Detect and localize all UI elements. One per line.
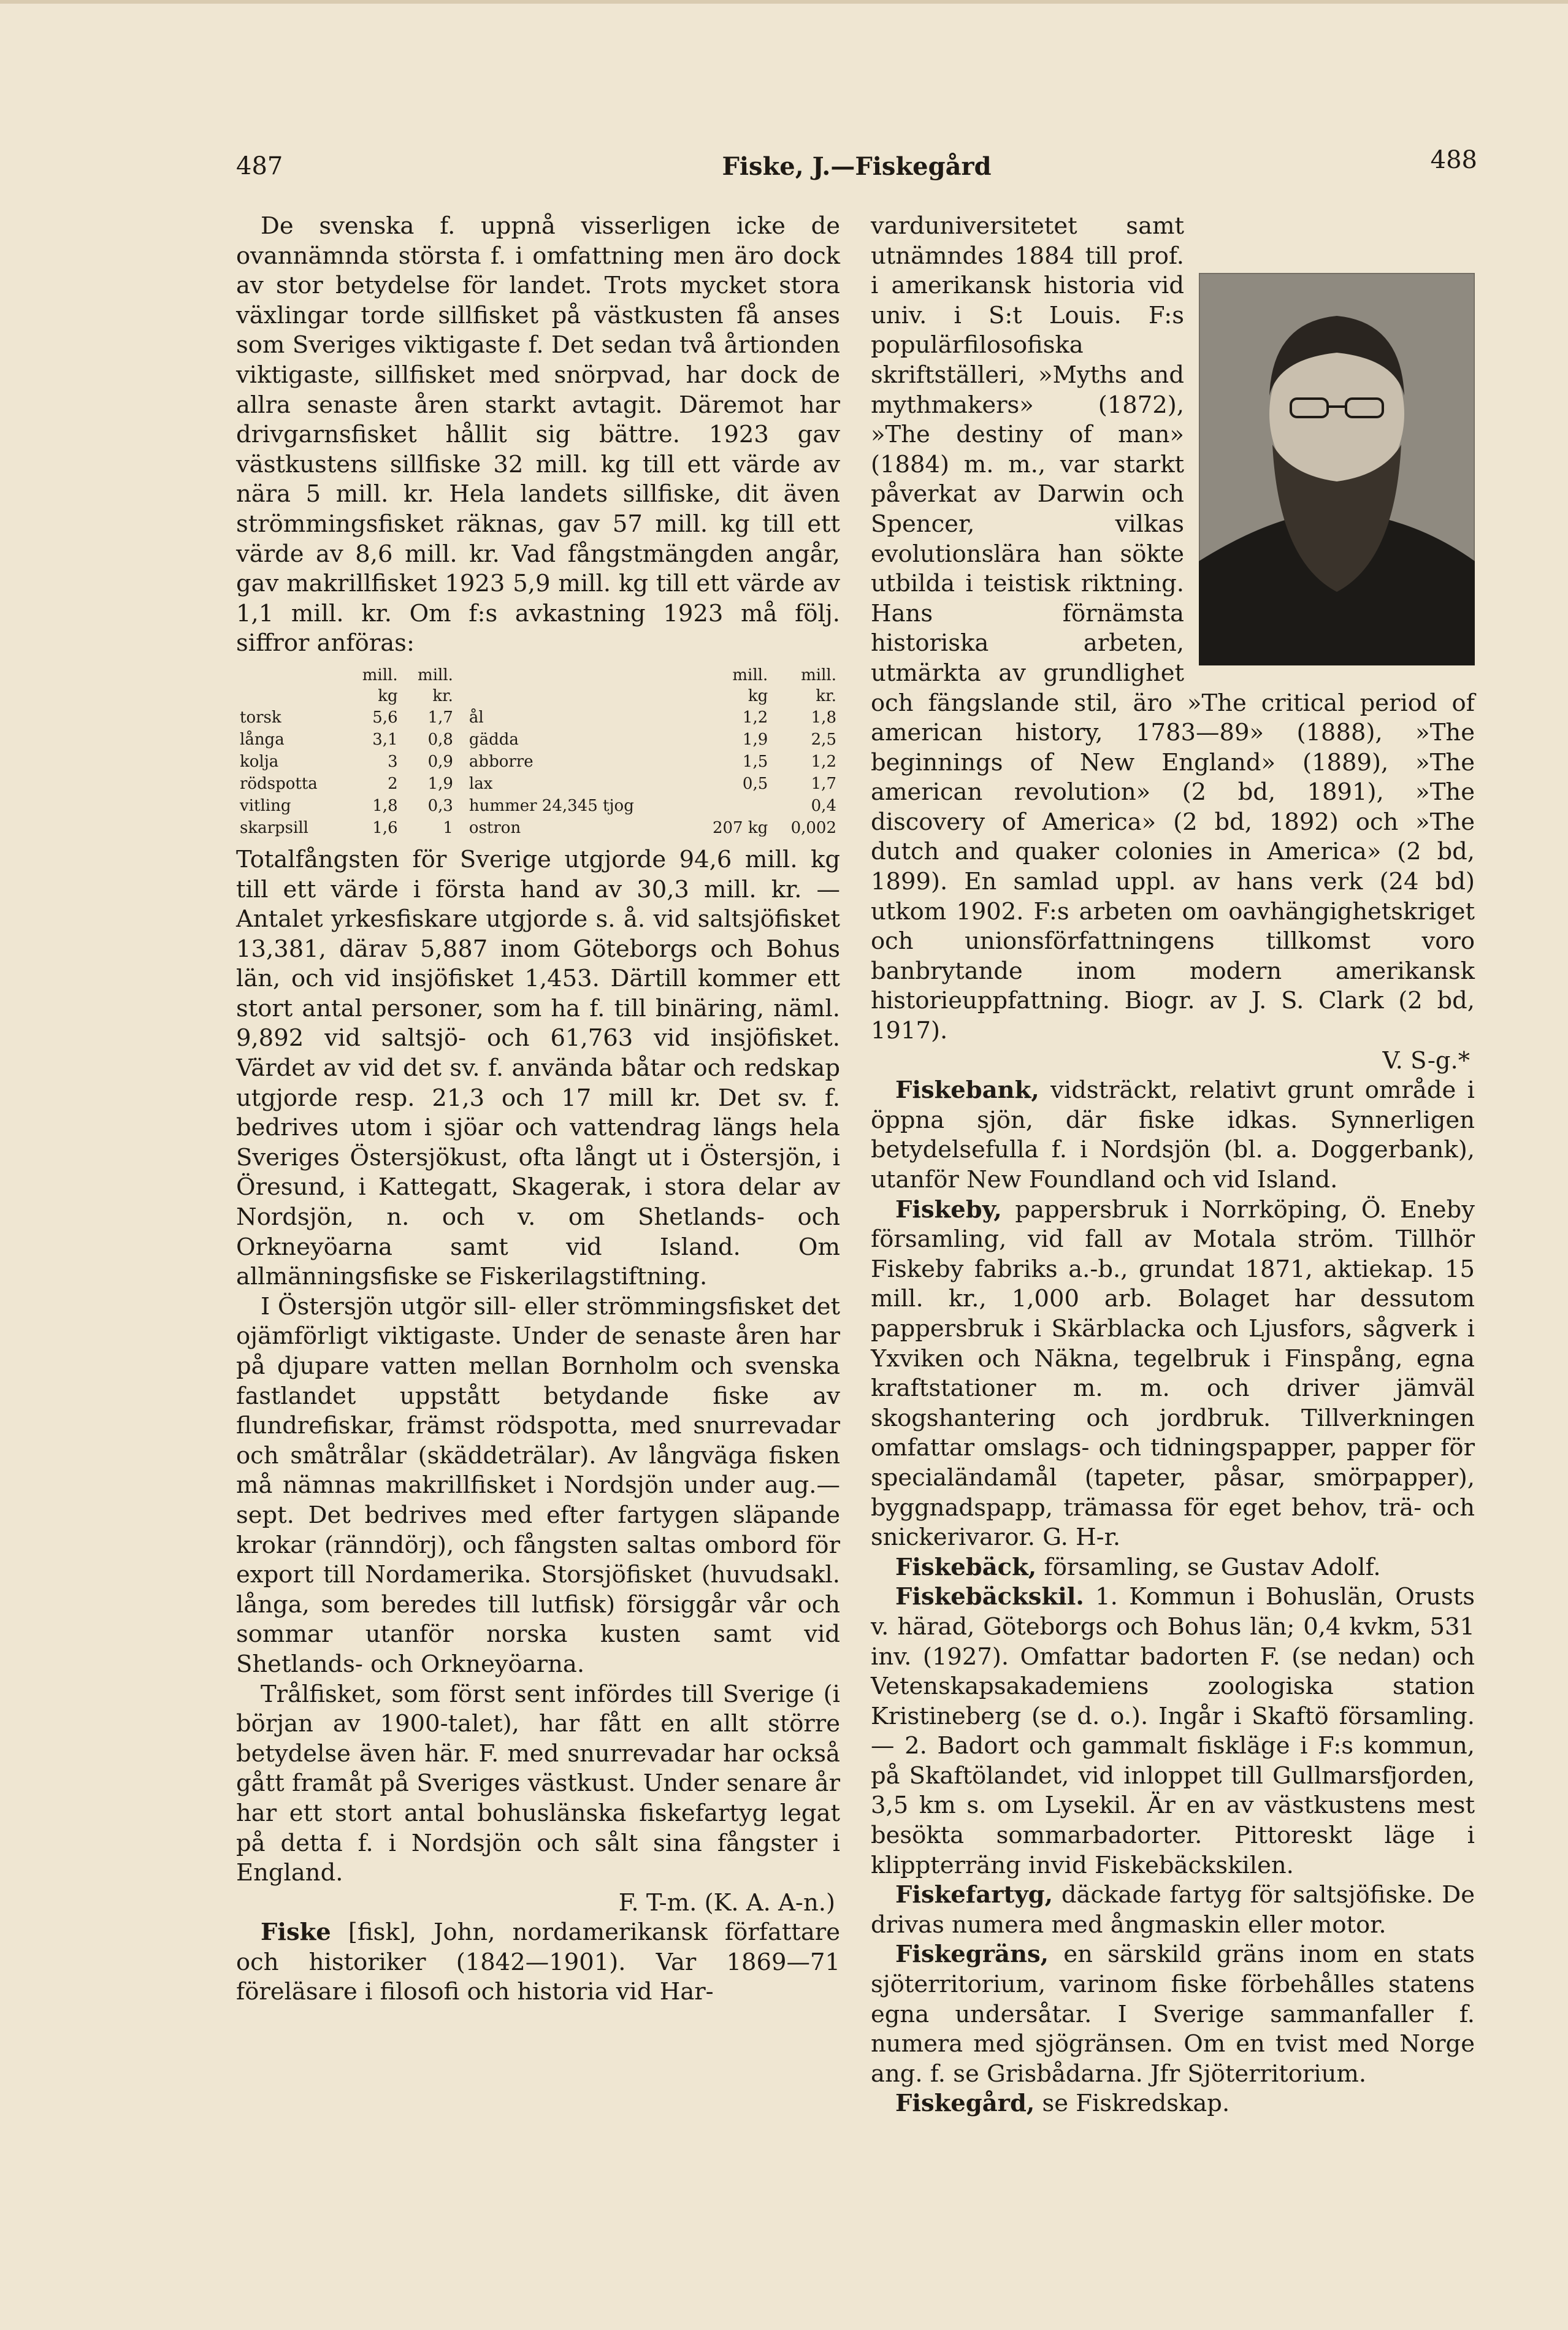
table-cell: skarpsill [240,818,308,837]
table-row [236,707,840,729]
entry-text: däckade fartyg för saltsjöfiske. De drivas numera med ångmaskin eller motor. [871,1881,1475,1939]
table-cell: 0,4 [811,796,836,815]
table-row [236,773,840,795]
table-cell: lax [468,774,493,793]
table-cell: 0,3 [427,796,453,815]
table-cell: 3,1 [372,730,398,749]
portrait-photo [1199,273,1475,665]
paragraph-ostersjon: I Östersjön utgör sill- eller strömmingsfisket det ojämförligt viktigaste. Under de senaste åren har på djupare vatten mellan Bornholm och svenska fastlandet uppstått betydande fiske av flundrefiskar, främst rödspotta, med snurrevadar och småtrålar (skäddeträlar). Av långväga fisken må nämnas makrillfisket i Nordsjön under aug.—sept. Det bedrives med efter fartygen släpande krokar (ränndörj), och fångsten saltas ombord för export till Nordamerika. Storsjöfisket (huvudsakl. långa, som beredes till lutfisk) försiggår vår och sommar utanför norska kusten samt vid Shetlands- och Orkneyöarna. [236,1292,840,1678]
entry-text: varduniversitetet samt utnämndes 1884 till prof. i amerikansk historia vid univ. i S:t Louis. F:s populärfilosofiska skriftställeri, »Myths and mythmakers» (1872), »The destiny of man» (1884) m. m., var starkt påverkat av Darwin och Spencer, vilkas evolutionslära han sökte utbilda i teistisk riktning. Hans förnämsta historiska arbeten, utmärkta av grundlighet och fängslande stil, äro »The critical period of american history, 1783—89» (1888), »The beginnings of New England» (1889), »The american revolution» (2 bd, 1891), »The discovery of America» (2 bd, 1892) och »The dutch and quaker colonies in America» (2 bd, 1899). En samlad uppl. av hans verk (24 bd) utkom 1902. F:s arbeten om oavhängighetskriget och unionsförfattningens tillkomst voro banbrytande inom modern amerikansk historieuppfattning. Biogr. av J. S. Clark (2 bd, 1917). [871,212,1475,1045]
table-cell: gädda [468,730,519,749]
right-column [871,212,1475,2119]
table-cell: 0,002 [790,818,836,837]
table-cell: 0,8 [427,730,453,749]
author-signature: V. S-g.* [1382,1046,1470,1075]
author-signature: G. H-r. [1042,1523,1121,1552]
running-title: Fiske, J.—Fiskegård [722,152,992,181]
entry-text: [fisk], John, nordamerikansk författare och historiker (1842—1901). Var 1869—71 föreläsare i filosofi och historia vid Har- [236,1918,840,2006]
table-cell: 1,7 [811,774,836,793]
table-cell: 2,5 [811,730,836,749]
entry-text: församling, se Gustav Adolf. [1044,1553,1381,1581]
table-cell: 0,5 [742,774,768,793]
table-body [236,707,840,839]
entry-fiskebackskil [871,1582,1475,1880]
entry-text: 1. Kommun i Bohuslän, Orusts v. härad, Göteborgs och Bohus län; 0,4 kvkm, 531 inv. (1927). Omfattar badorten F. (se nedan) och Vetenskapsakademiens zoologiska station Kristineberg (se d. o.). Ingår i Skaftö församling. — 2. Badort och gammalt fiskläge i F:s kommun, på Skaftölandet, vid inloppet till Gullmarsfjorden, 3,5 km s. om Lysekil. Är en av västkustens mest besökta sommarbadorter. Pittoreskt läge i klippterräng invid Fiskebäckskilen. [871,1583,1475,1879]
column-header: mill. kr. [418,665,453,705]
entry-headword: Fiskegård, [895,2090,1035,2118]
entry-headword: Fiskebäck, [895,1553,1037,1581]
table-cell: 1,5 [742,752,768,771]
table-cell: 1,2 [811,752,836,771]
table-cell: ostron [468,818,521,837]
entry-fiske-john [236,1918,840,2007]
entry-headword: Fiske [261,1918,331,1947]
table-cell: 1,7 [427,708,453,727]
entry-fiskeby [871,1195,1475,1553]
table-cell: 0,9 [427,752,453,771]
table-cell: kolja [240,752,279,771]
page-header [236,146,1477,189]
table-header-row [236,665,840,707]
table-row [236,817,840,839]
table-cell: 3 [388,752,398,771]
table-cell: hummer 24,345 tjog [468,796,634,815]
table-cell: långa [240,730,285,749]
entry-fiskeback [871,1553,1475,1583]
portrait-image [1199,273,1475,665]
entry-fiskegard [871,2089,1475,2119]
table-cell: vitling [240,796,291,815]
table-cell: rödspotta [240,774,318,793]
entry-text: se Fiskredskap. [1042,2090,1230,2118]
entry-headword: Fiskegräns, [895,1941,1049,1969]
entry-text: vidsträckt, relativt grunt område i öppna sjön, där fiske idkas. Synnerligen betydelsefulla f. i Nordsjön (bl. a. Doggerbank), utanför New Foundland och vid Island. [871,1076,1475,1194]
left-column [236,212,840,2007]
author-signature: F. T-m. (K. A. A-n.) [618,1888,835,1917]
table-cell: 1 [443,818,453,837]
table-cell: 1,8 [811,708,836,727]
table-row [236,751,840,773]
table-cell: 2 [388,774,398,793]
paragraph-total-catch: Totalfångsten för Sverige utgjorde 94,6 mill. kg till ett värde i första hand av 30,3 mill. kr. — Antalet yrkesfiskare utgjorde s. å. vid saltsjöfisket 13,381, därav 5,887 inom Göteborgs och Bohus län, och vid insjöfisket 1,453. Därtill kommer ett stort antal personer, som ha f. till binäring, näml. 9,892 vid saltsjö- och 61,763 vid insjöfisket. Värdet av vid det sv. f. använda båtar och redskap utgjorde resp. 21,3 och 17 mill kr. Det sv. f. bedrives utom i sjöar och vattendrag längs hela Sveriges Östersjökust, ofta långt ut i Östersjön, i Öresund, i Kattegatt, Skagerak, i stora delar av Nordsjön, n. och v. om Shetlands- och Orkneyöarna samt vid Island. Om allmänningsfiske se Fiskerilagstiftning. [236,845,840,1291]
table-cell: abborre [468,752,534,771]
table-cell: 1,9 [742,730,768,749]
table-cell: torsk [240,708,281,727]
column-header: mill. kg [362,665,398,705]
table-row [236,795,840,817]
entry-headword: Fiskefartyg, [895,1881,1054,1909]
page-number-right: 488 [1430,146,1477,174]
table-cell: 1,9 [427,774,453,793]
entry-fiskegrans [871,1940,1475,2089]
paragraph-tralfisket: Trålfisket, som först sent infördes till Sverige (i början av 1900-talet), har fått en allt större betydelse även här. F. med snurrevadar har också gått framåt på Sveriges västkust. Under senare år har ett stort antal bohuslänska fiskefartyg legat på detta f. i Nordsjön och sålt sina fångster i England. [236,1680,840,1887]
page-number-left: 487 [236,152,283,180]
entry-text: en särskild gräns inom en stats sjöterritorium, varinom fiske förbehålles statens egna undersåtar. I Sverige sammanfaller f. numera med sjögränsen. Om en tvist med Norge ang. f. se Grisbådarna. Jfr Sjöterritorium. [871,1941,1475,2088]
table-cell: ål [468,708,484,727]
table-cell: 1,6 [372,818,398,837]
entry-headword: Fiskebank, [895,1076,1039,1105]
entry-fiskebank [871,1076,1475,1195]
entry-fiskefartyg [871,1880,1475,1940]
page-edge [0,0,1568,4]
table-cell: 5,6 [372,708,398,727]
table-cell: 1,2 [742,708,768,727]
table-cell [690,795,771,817]
paragraph-swedish-fishery: De svenska f. uppnå visserligen icke de ovannämnda största f. i omfattning men äro dock av stor betydelse för landet. Trots mycket stora växlingar torde sillfisket på västkusten få anses som Sveriges viktigaste f. Det sedan två årtionden viktigaste, sillfisket med snörpvad, har dock de allra senaste åren starkt avtagit. Däremot har drivgarnsfisket hållit sig bättre. 1923 gav västkustens sillfiske 32 mill. kg till ett värde av nära 5 mill. kr. Hela landets sillfiske, dit även strömmingsfisket räknas, gav 57 mill. kg till ett värde av 8,6 mill. kr. Vad fångstmängden angår, gav makrillfisket 1923 5,9 mill. kg till ett värde av 1,1 mill. kr. Om f:s avkastning 1923 må följ. siffror anföras: [236,212,840,657]
column-header: mill. kr. [801,665,836,705]
entry-headword: Fiskeby, [895,1195,1002,1224]
entry-headword: Fiskebäckskil. [895,1583,1084,1611]
table-cell: 207 kg [712,818,768,837]
entry-text: pappersbruk i Norrköping, Ö. Eneby församling, vid fall av Motala ström. Tillhör Fiskeby fabriks a.-b., grundat 1871, aktiekap. 15 mill. kr., 1,000 arb. Bolaget har dessutom pappersbruk i Skärblacka och Ljusfors, sågverk i Yxviken och Näkna, tegelbruk i Finspång, egna kraftstationer m. m. och driver jämväl skogshantering och jordbruk. Tillverkningen omfattar omslags- och tidningspapper, papper för specialändamål (tapeter, påsar, smörpapper), byggnadspapp, trämassa för eget behov, trä- och snickerivaror. [871,1195,1475,1552]
column-header: mill. kg [732,665,768,705]
table-row [236,729,840,751]
catch-table [236,665,840,839]
table-cell: 1,8 [372,796,398,815]
